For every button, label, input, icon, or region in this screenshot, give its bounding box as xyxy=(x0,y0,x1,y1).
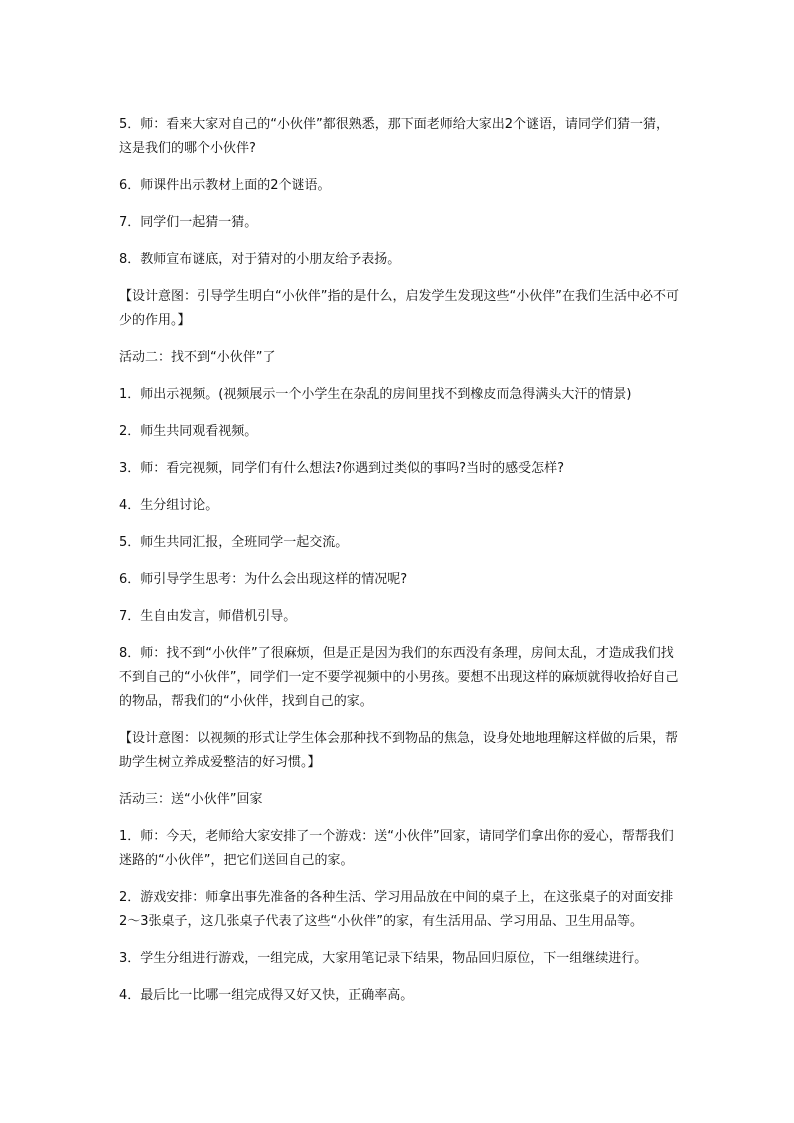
paragraph-design-intent-2: 【设计意图：以视频的形式让学生体会那种找不到物品的焦急，设身处地地理解这样做的后果，帮助学生树立养成爱整洁的好习惯。】 xyxy=(119,731,679,770)
paragraph-step-7-guess: 7．同学们一起猜一猜。 xyxy=(119,215,258,230)
paragraph-activity-2-step-4: 4．生分组讨论。 xyxy=(119,498,219,513)
paragraph-activity-2-step-3: 3．师：看完视频，同学们有什么想法?你遇到过类似的事吗?当时的感受怎样? xyxy=(119,461,564,476)
paragraph-activity-3-step-4: 4．最后比一比哪一组完成得又好又快，正确率高。 xyxy=(119,988,414,1003)
paragraph-activity-2-step-8: 8．师：找不到“小伙伴”了很麻烦，但是正是因为我们的东西没有条理，房间太乱，才造成我们找不到自己的“小伙伴”，同学们一定不要学视频中的小男孩。要想不出现这样的麻烦就得收拾好自己的物品，帮我们的“小伙伴，找到自己的家。 xyxy=(119,646,679,709)
document-body xyxy=(119,113,679,1021)
paragraph-activity-3-step-3: 3．学生分组进行游戏，一组完成，大家用笔记录下结果，物品回归原位，下一组继续进行。 xyxy=(119,951,648,966)
paragraph-activity-2-step-2: 2．师生共同观看视频。 xyxy=(119,424,258,439)
section-heading-activity-3: 活动三：送“小伙伴”回家 xyxy=(119,792,263,807)
paragraph-activity-2-step-6: 6．师引导学生思考：为什么会出现这样的情况呢? xyxy=(119,572,408,587)
paragraph-activity-2-step-7: 7．生自由发言，师借机引导。 xyxy=(119,609,297,624)
paragraph-design-intent-1: 【设计意图：引导学生明白“小伙伴”指的是什么，启发学生发现这些“小伙伴”在我们生活中必不可少的作用。】 xyxy=(119,289,679,328)
paragraph-step-5-riddle-intro: 5．师：看来大家对自己的“小伙伴”都很熟悉，那下面老师给大家出2个谜语，请同学们猜一猜，这是我们的哪个小伙伴? xyxy=(119,117,670,156)
paragraph-activity-2-step-5: 5．师生共同汇报，全班同学一起交流。 xyxy=(119,535,349,550)
paragraph-activity-3-step-2: 2．游戏安排：师拿出事先准备的各种生活、学习用品放在中间的桌子上，在这张桌子的对面安排2～3张桌子，这几张桌子代表了这些“小伙伴”的家，有生活用品、学习用品、卫生用品等。 xyxy=(119,890,674,929)
paragraph-activity-3-step-1: 1．师：今天，老师给大家安排了一个游戏：送“小伙伴”回家，请同学们拿出你的爱心，帮帮我们迷路的“小伙伴”，把它们送回自己的家。 xyxy=(119,829,674,868)
paragraph-activity-2-step-1: 1．师出示视频。(视频展示一个小学生在杂乱的房间里找不到橡皮而急得满头大汗的情景) xyxy=(119,387,632,402)
paragraph-step-8-announce: 8．教师宣布谜底，对于猜对的小朋友给予表扬。 xyxy=(119,252,401,267)
section-heading-activity-2: 活动二：找不到“小伙伴”了 xyxy=(119,350,276,365)
paragraph-step-6-show-riddles: 6．师课件出示教材上面的2个谜语。 xyxy=(119,178,331,193)
